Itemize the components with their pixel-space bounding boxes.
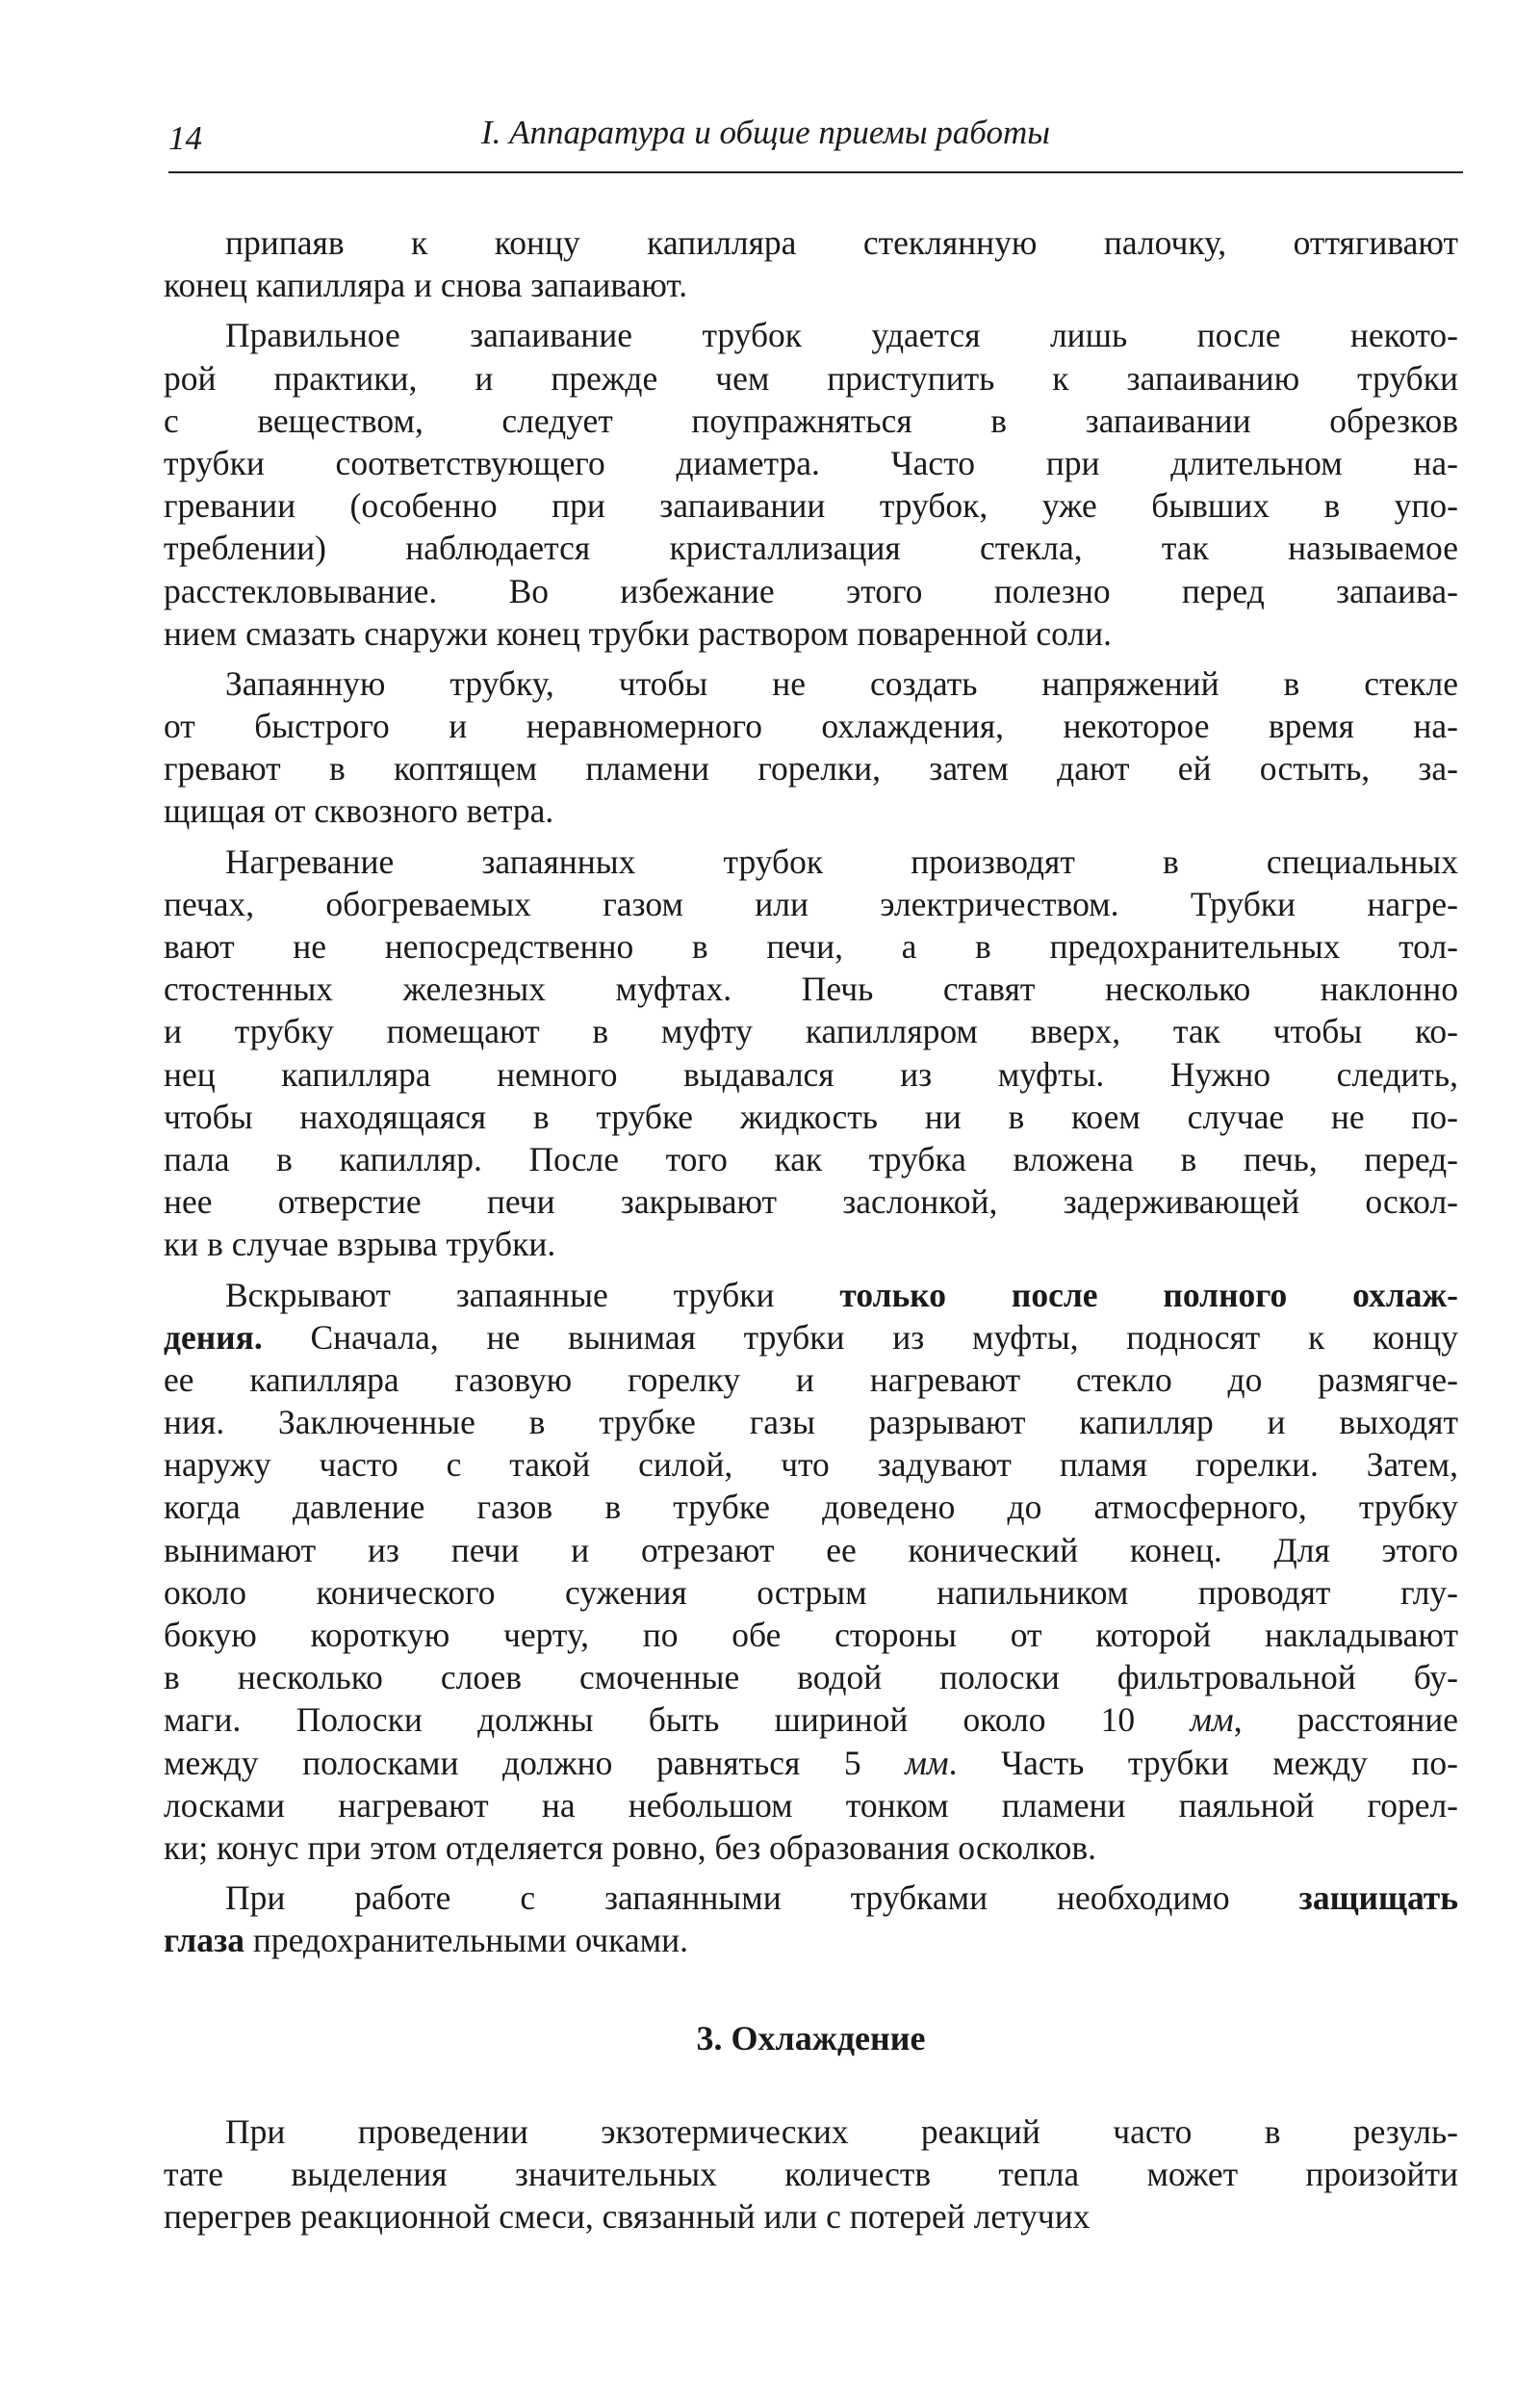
text-line: и трубку помещают в муфту капилляром вверх, так чтобы ко- — [164, 1012, 1458, 1051]
text-line: вают не непосредственно в печи, а в предохранительных тол- — [164, 927, 1458, 966]
paragraphs — [164, 221, 1458, 1962]
text-line: бокую короткую черту, по обе стороны от которой накладывают — [164, 1616, 1458, 1654]
text-line: наружу часто с такой силой, что задувают пламя горелки. Затем, — [164, 1445, 1458, 1485]
text-line: Нагревание запаянных трубок производят в специальных — [225, 841, 1458, 881]
text-line: Запаянную трубку, чтобы не создать напряжений в стекле — [225, 663, 1458, 703]
text-line: нец капилляра немного выдавался из муфты. Нужно следить, — [164, 1054, 1458, 1094]
text-line: с веществом, следует поупражняться в запаивании обрезков — [164, 401, 1458, 440]
body-text — [164, 221, 1458, 2238]
text-line: припаяв к концу капилляра стеклянную палочку, оттягивают — [225, 223, 1458, 262]
paragraph — [164, 1274, 1458, 1870]
paragraph — [164, 2110, 1458, 2239]
text-line: ки; конус при этом отделяется ровно, без образования осколков. — [164, 1827, 1096, 1867]
paragraph — [164, 841, 1458, 1266]
text-line: вынимают из печи и отрезают ее конический конец. Для этого — [164, 1530, 1458, 1569]
running-title: I. Аппаратура и общие приемы работы — [481, 114, 1050, 151]
text-line: щищая от сквозного ветра. — [164, 791, 554, 831]
header-rule — [168, 171, 1463, 173]
text-line: нием смазать снаружи конец трубки раствором поваренной соли. — [164, 613, 1113, 653]
text-line: между полосками должно равняться 5 мм. Часть трубки между по- — [164, 1743, 1458, 1782]
text-line: гревании (особенно при запаивании трубок, уже бывших в упо- — [164, 486, 1458, 526]
text-line: печах, обогреваемых газом или электричеством. Трубки нагре- — [164, 884, 1458, 923]
text-line: в несколько слоев смоченные водой полоски фильтровальной бу- — [164, 1658, 1458, 1697]
text-line: пала в капилляр. После того как трубка вложена в печь, перед- — [164, 1139, 1458, 1178]
text-line: когда давление газов в трубке доведено до атмосферного, трубку — [164, 1488, 1458, 1527]
text-line: тате выделения значительных количеств тепла может произойти — [164, 2154, 1458, 2193]
text-line: рой практики, и прежде чем приступить к запаиванию трубки — [164, 358, 1458, 398]
text-line: конец капилляра и снова запаивают. — [164, 266, 688, 305]
text-line: гревают в коптящем пламени горелки, затем дают ей остыть, за- — [164, 749, 1458, 789]
text-line: расстекловывание. Во избежание этого полезно перед запаива- — [164, 571, 1458, 610]
text-line: от быстрого и неравномерного охлаждения, некоторое время на- — [164, 707, 1458, 746]
paragraph — [164, 662, 1458, 833]
text-line: лосками нагревают на небольшом тонком пламени паяльной горел- — [164, 1785, 1458, 1825]
paragraph — [164, 221, 1458, 306]
page-number: 14 — [168, 119, 202, 157]
page-header — [168, 114, 1463, 171]
text-line: около конического сужения острым напильником проводят глу- — [164, 1572, 1458, 1612]
text-line: стостенных железных муфтах. Печь ставят несколько наклонно — [164, 970, 1458, 1009]
section-paragraphs — [164, 2110, 1458, 2239]
section-heading: 3. Охлаждение — [696, 2018, 926, 2058]
text-line: Правильное запаивание трубок удается лишь после некото- — [225, 316, 1458, 355]
text-line: ее капилляра газовую горелку и нагревают стекло до размягче- — [164, 1359, 1458, 1399]
text-line: Вскрывают запаянные трубки только после полного охлаж- — [225, 1275, 1458, 1314]
text-line: При работе с запаянными трубками необходимо защищать — [225, 1878, 1458, 1918]
text-line: При проведении экзотермических реакций часто в резуль- — [225, 2111, 1458, 2151]
text-line: трубки соответствующего диаметра. Часто при длительном на- — [164, 443, 1458, 482]
text-line: ки в случае взрыва трубки. — [164, 1225, 556, 1264]
text-line: глаза предохранительными очками. — [164, 1921, 688, 1960]
text-line: ния. Заключенные в трубке газы разрывают капилляр и выходят — [164, 1403, 1458, 1442]
text-line: нее отверстие печи закрывают заслонкой, задерживающей оскол- — [164, 1182, 1458, 1222]
text-line: дения. Сначала, не вынимая трубки из муфты, подносят к концу — [164, 1317, 1458, 1357]
text-line: чтобы находящаяся в трубке жидкость ни в коем случае не по- — [164, 1097, 1458, 1136]
paragraph — [164, 1876, 1458, 1961]
text-line: маги. Полоски должны быть шириной около 10 мм, расстояние — [164, 1700, 1458, 1740]
text-line: треблении) наблюдается кристаллизация стекла, так называемое — [164, 529, 1458, 568]
text-line: перегрев реакционной смеси, связанный или с потерей летучих — [164, 2196, 1091, 2236]
paragraph — [164, 314, 1458, 655]
